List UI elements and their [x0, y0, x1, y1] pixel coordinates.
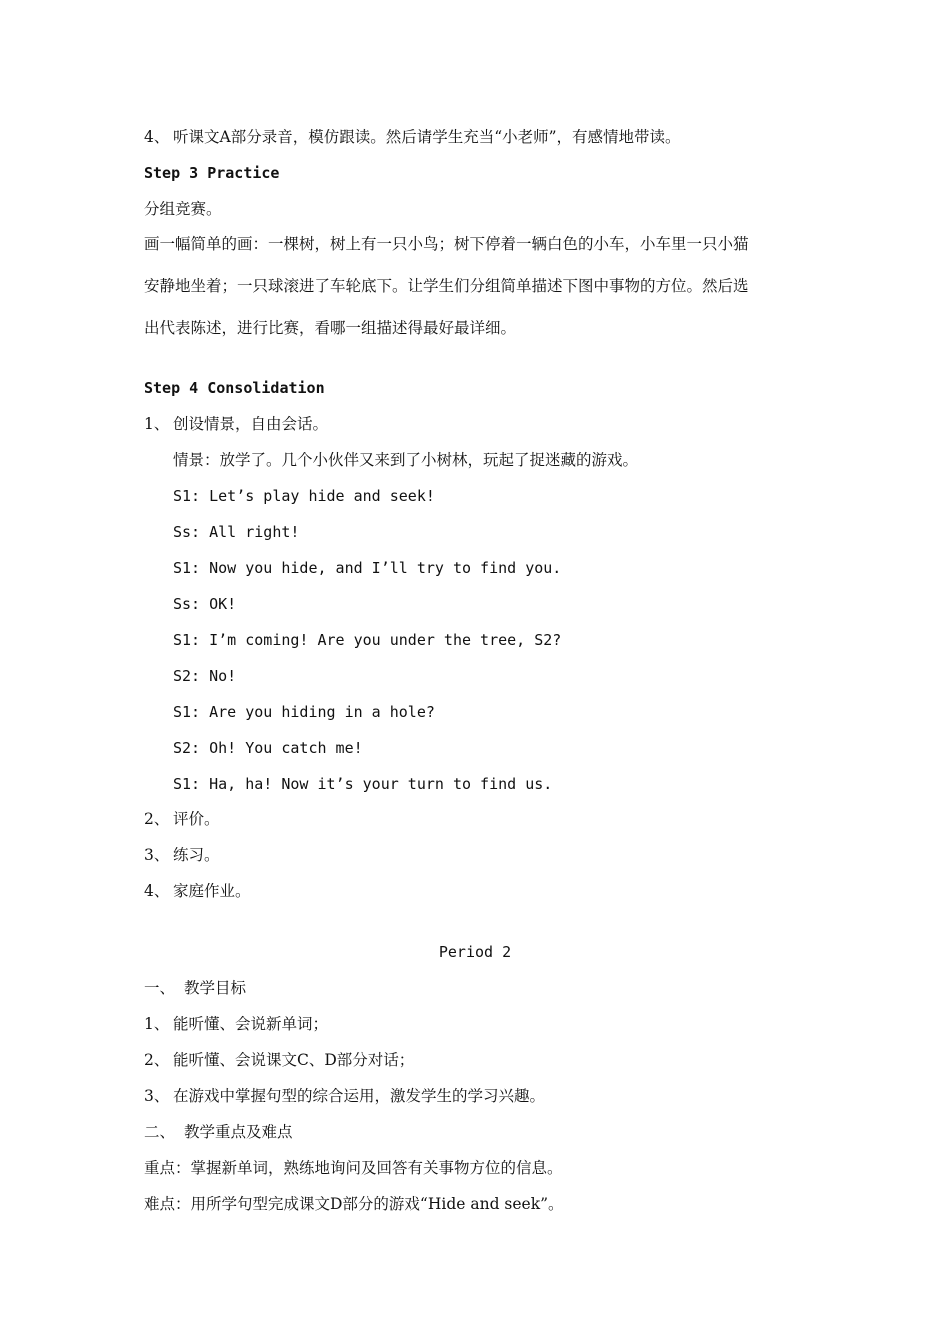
goal-item: [144, 1014, 328, 1034]
dialogue-line: S1: Are you hiding in a hole?: [173, 703, 435, 721]
period-title: Period 2: [438, 943, 512, 961]
goal-item: [144, 1050, 414, 1070]
item-number: 2、: [144, 1051, 170, 1069]
step4-heading: Step 4 Consolidation: [144, 379, 325, 397]
section-heading-goals: [144, 978, 246, 998]
section-number: 二、: [144, 1123, 176, 1141]
goal-item: [144, 1086, 545, 1106]
step4-item-4: [144, 881, 251, 901]
item-number: 2、: [144, 810, 170, 828]
dialogue-line: S1: Ha, ha! Now it’s your turn to find us.: [173, 775, 553, 793]
section-text: 教学目标: [184, 979, 247, 997]
step3-paragraph-line: 出代表陈述，进行比赛，看哪一组描述得最好最详细。: [144, 319, 517, 337]
step3-paragraph-line: 安静地坐着；一只球滚进了车轮底下。让学生们分组简单描述下图中事物的方位。然后选: [144, 277, 749, 295]
step4-item-1: [144, 414, 328, 434]
item-number: 3、: [144, 1087, 170, 1105]
step4-item-3: [144, 845, 220, 865]
section-number: 一、: [144, 979, 176, 997]
step4-item-2: [144, 809, 220, 829]
dialogue-line: S1: Now you hide, and I’ll try to find you.: [173, 559, 562, 577]
scene-description: 情景：放学了。几个小伙伴又来到了小树林，玩起了捉迷藏的游戏。: [173, 451, 639, 469]
dialogue-line: Ss: OK!: [173, 595, 237, 613]
item-text: 练习。: [173, 846, 220, 864]
section-heading-key-points: [144, 1122, 293, 1142]
dialogue-line: S1: I’m coming! Are you under the tree, S2?: [173, 631, 562, 649]
dialogue-line: S2: No!: [173, 667, 237, 685]
item-text: 创设情景，自由会话。: [173, 415, 329, 433]
item-text: 家庭作业。: [173, 882, 251, 900]
step2-item-4: [144, 127, 681, 147]
item-number: 3、: [144, 846, 170, 864]
dialogue-line: Ss: All right!: [173, 523, 300, 541]
step3-subtitle: 分组竞赛。: [144, 200, 222, 218]
item-number: 4、: [144, 882, 170, 900]
step3-paragraph-line: 画一幅简单的画：一棵树，树上有一只小鸟；树下停着一辆白色的小车，小车里一只小猫: [144, 235, 749, 253]
item-text: 能听懂、会说新单词；: [173, 1015, 329, 1033]
item-text: 听课文A部分录音，模仿跟读。然后请学生充当“小老师”，有感情地带读。: [173, 128, 681, 146]
item-number: 4、: [144, 128, 170, 146]
step3-heading: Step 3 Practice: [144, 164, 280, 182]
item-text: 能听懂、会说课文C、D部分对话；: [173, 1051, 415, 1069]
item-number: 1、: [144, 1015, 170, 1033]
key-point: 重点：掌握新单词，熟练地询问及回答有关事物方位的信息。: [144, 1159, 563, 1177]
section-text: 教学重点及难点: [184, 1123, 293, 1141]
item-text: 在游戏中掌握句型的综合运用，激发学生的学习兴趣。: [173, 1087, 546, 1105]
dialogue-line: S2: Oh! You catch me!: [173, 739, 363, 757]
item-text: 评价。: [173, 810, 220, 828]
dialogue-line: S1: Let’s play hide and seek!: [173, 487, 435, 505]
difficult-point: 难点：用所学句型完成课文D部分的游戏“Hide and seek”。: [144, 1195, 564, 1213]
item-number: 1、: [144, 415, 170, 433]
